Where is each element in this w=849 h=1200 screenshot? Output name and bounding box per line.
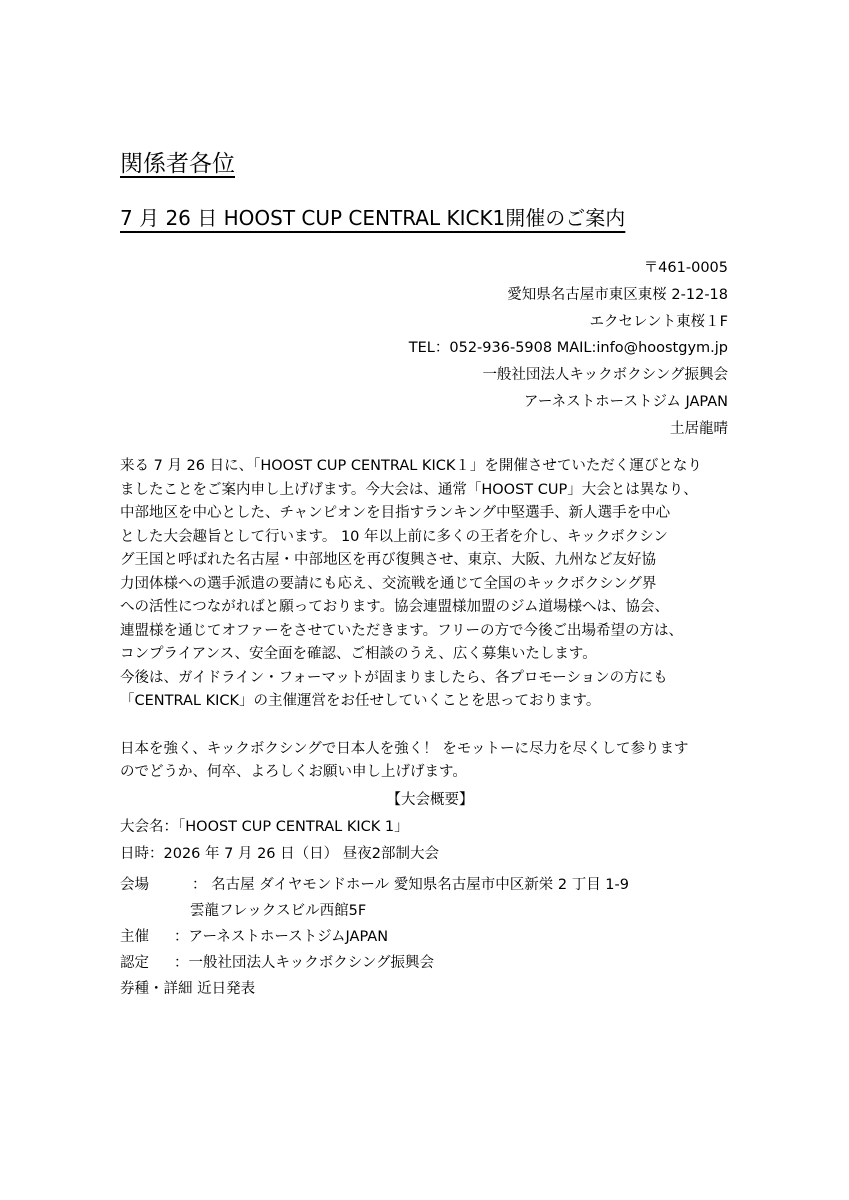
organizer-label: 主催 bbox=[120, 929, 149, 945]
sender-contact: TEL：052-936-5908 MAIL:info@hoostgym.jp bbox=[408, 340, 728, 357]
summary-heading: 【大会概要】 bbox=[386, 792, 474, 808]
body-line: コンプライアンス、安全面を確認、ご相談のうえ、広く募集いたします。 bbox=[120, 646, 597, 662]
sender-address-line-1: 愛知県名古屋市東区東桜 2-12-18 bbox=[507, 286, 728, 303]
summary-event-name: 大会名：「HOOST CUP CENTRAL KICK 1」 bbox=[120, 819, 409, 835]
body-line: 力団体様への選手派遣の要請にも応え、交流戦を通じて全国のキックボクシング界 bbox=[120, 575, 657, 592]
body-line: 来る 7 月 26 日に、「HOOST CUP CENTRAL KICK１」を開催させていただく運びとなり bbox=[120, 458, 702, 474]
summary-organizer bbox=[120, 924, 760, 950]
sender-postal-code: 〒461-0005 bbox=[643, 260, 728, 276]
page-title: 関係者各位 bbox=[120, 151, 235, 177]
summary-tickets: 券種・詳細 近日発表 bbox=[120, 981, 256, 997]
body-text bbox=[120, 455, 740, 785]
body-line: 中部地区を中心とした、チャンピオンを目指すランキング中堅選手、新人選手を中心 bbox=[120, 505, 671, 521]
body-line: グ王国と呼ばれた名古屋・中部地区を再び復興させ、東京、大阪、九州など友好協 bbox=[120, 552, 657, 568]
sender-address-line-2: エクセレント東桜１F bbox=[589, 313, 728, 330]
summary-certified bbox=[120, 950, 760, 976]
sender-block bbox=[409, 255, 728, 443]
body-line: 「CENTRAL KICK」の主催運営をお任せしていくことを思っております。 bbox=[120, 693, 601, 709]
summary-venue bbox=[120, 872, 760, 898]
body-line: とした大会趣旨として行います。 10 年以上前に多くの王者を介し、キックボクシン bbox=[120, 528, 668, 545]
closing-line: のでどうか、何卒、よろしくお願い申し上げげます。 bbox=[120, 764, 467, 780]
organizer-value: ：アーネストホーストジムJAPAN bbox=[174, 929, 389, 945]
body-line: ましたことをご案内申し上げげます。今大会は、通常「HOOST CUP」大会とは異なり、 bbox=[120, 481, 698, 498]
body-line: 今後は、ガイドライン・フォーマットが固まりましたら、各プロモーションの方にも bbox=[120, 669, 668, 686]
event-announcement-title: 7 月 26 日 HOOST CUP CENTRAL KICK1開催のご案内 bbox=[120, 206, 626, 230]
event-summary bbox=[120, 814, 760, 1002]
body-line: 連盟様を通じてオファーをさせていただきます。フリーの方で今後ご出場希望の方は、 bbox=[120, 622, 684, 639]
sender-name: 土居龍晴 bbox=[670, 420, 728, 437]
summary-datetime: 日時：2026 年 7 月 26 日（日） 昼夜2部制大会 bbox=[120, 846, 439, 862]
sender-gym: アーネストホーストジム JAPAN bbox=[523, 393, 728, 410]
sender-organization: 一般社団法人キックボクシング振興会 bbox=[482, 367, 728, 384]
certified-value: ：一般社団法人キックボクシング振興会 bbox=[174, 955, 435, 971]
summary-venue-building: 雲龍フレックスビル西館5F bbox=[190, 903, 367, 919]
venue-value: ： 名古屋 ダイヤモンドホール 愛知県名古屋市中区新栄 2 丁目 1-9 bbox=[192, 877, 629, 893]
paragraph-gap bbox=[120, 714, 740, 738]
closing-line: 日本を強く、キックボクシングで日本人を強く！ をモットーに尽力を尽くして参ります bbox=[120, 740, 689, 757]
body-line: への活性につながればと願っております。協会連盟様加盟のジム道場様へは、協会、 bbox=[120, 599, 669, 615]
venue-label: 会場 bbox=[120, 877, 149, 893]
certified-label: 認定 bbox=[120, 955, 149, 971]
